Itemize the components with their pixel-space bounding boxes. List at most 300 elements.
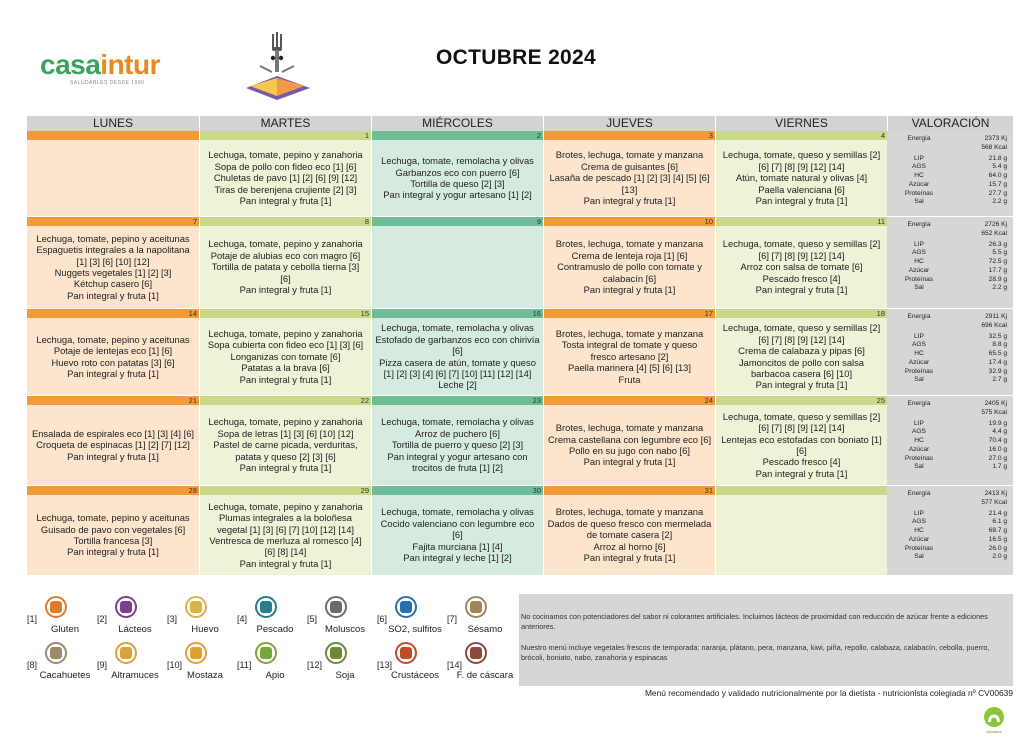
salt-row — [899, 198, 1007, 207]
menu-item: Pescado fresco [4] — [762, 272, 841, 284]
day-menu — [544, 495, 715, 575]
menu-item: Pan integral y leche [1] [2] — [403, 552, 512, 564]
allergen-name: Lácteos — [118, 624, 152, 635]
day-cell-miercoles — [372, 486, 543, 575]
ags-row-value: 5.4 g — [992, 163, 1007, 171]
allergen-name: Pescado — [256, 624, 294, 635]
allergen-name: F. de cáscara — [456, 670, 514, 681]
day-cell-jueves — [544, 217, 715, 308]
day-cell-martes — [200, 396, 371, 485]
allergen-name: Moluscos — [324, 624, 366, 635]
menu-item: Tortilla de queso [2] [3] — [410, 178, 505, 189]
menu-item: patata y queso [2] [3] [6] — [235, 450, 336, 462]
menu-item: de tomate casera [2] — [586, 529, 673, 541]
menu-item: Arroz al horno [6] — [593, 540, 666, 552]
menu-item: Jamoncitos de pollo con salsa — [738, 356, 865, 368]
sulphite-icon — [395, 596, 417, 618]
sesame-icon — [465, 596, 487, 618]
allergen-name: Cacahuetes — [39, 670, 91, 681]
menu-item: [6] [8] [14] — [264, 546, 307, 558]
day-menu — [27, 226, 199, 308]
hc-row-value: 64.0 g — [988, 172, 1007, 180]
day-cell-miercoles — [372, 309, 543, 395]
menu-item: Lechuga, tomate, remolacha y olivas — [381, 506, 534, 518]
page-title: OCTUBRE 2024 — [436, 46, 596, 69]
energy-row-label: Energía — [907, 135, 931, 142]
protein-row — [899, 545, 1007, 554]
menu-item: Pan integral y yogur artesano con — [387, 450, 528, 462]
day-cell-viernes — [716, 486, 887, 575]
menu-item: Tosta integral de tomate y queso — [561, 339, 698, 351]
menu-item: Croqueta de espinacas [1] [2] [7] [12] — [36, 439, 190, 451]
menu-item: Patatas a la brava [6] — [241, 362, 330, 374]
menu-item: Lechuga, tomate, queso y semillas [2] — [722, 149, 881, 161]
salt-row-label: Sal — [914, 553, 924, 561]
ags-row-value: 4.4 g — [992, 428, 1007, 436]
ags-row-label: AGS — [912, 518, 926, 526]
energy-kcal-value: 575 Kcal — [981, 408, 1007, 416]
day-number: 21 — [27, 396, 199, 405]
hc-row-label: HC — [914, 437, 924, 445]
nutrition-panel — [887, 309, 1013, 395]
menu-item: barbacoa casera [6] [10] — [750, 367, 853, 379]
menu-item: Leche [2] — [438, 379, 477, 391]
sugar-row-value: 15.7 g — [988, 180, 1007, 188]
menu-item: Lechuga, tomate, pepino y zanahoria — [208, 500, 363, 512]
sugar-row-value: 17.7 g — [988, 266, 1007, 274]
day-menu — [544, 405, 715, 485]
wheat-icon — [45, 596, 67, 618]
lip-row-value: 32.5 g — [988, 332, 1007, 340]
day-menu — [200, 405, 371, 485]
logo-tagline: SALUDABLES DESDE 1990 — [70, 80, 145, 86]
day-menu — [716, 140, 887, 216]
sugar-row-value: 17.4 g — [988, 358, 1007, 366]
menu-item: Chuletas de pavo [1] [2] [6] [9] [12] — [213, 172, 358, 184]
nutrition-panel — [887, 217, 1013, 308]
menu-item: Lechuga, tomate, pepino y aceitunas — [36, 232, 190, 244]
lip-row-label: LIP — [914, 419, 924, 427]
menu-item: Lechuga, tomate, queso y semillas [2] — [722, 238, 881, 250]
soy-icon — [325, 642, 347, 664]
menu-item: Contramuslo de pollo con tomate y — [557, 261, 702, 273]
menu-item: Lechuga, tomate, pepino y zanahoria — [208, 238, 363, 250]
nutrition-panel — [887, 396, 1013, 485]
menu-item: Estofado de garbanzos eco con chirivía — [375, 333, 540, 345]
note-additives: No cocinamos con potenciadores del sabor ni colorantes artificiales. Incluimos lácteos de proximidad con reducción de azúcar frente a ediciones anteriores. — [521, 612, 988, 631]
energy-row — [899, 490, 1007, 499]
menu-item: Pescado fresco [4] — [762, 456, 841, 468]
day-number: 30 — [372, 486, 543, 495]
hc-row — [899, 172, 1007, 181]
salt-row-value: 2.7 g — [992, 376, 1007, 384]
menu-item: Espaguetis integrales a la napolitana — [36, 244, 190, 256]
menu-item: Arroz de puchero [6] — [415, 427, 500, 439]
allergen-number: [14] — [447, 660, 463, 670]
ags-row — [899, 163, 1007, 172]
menu-item: Lasaña de pescado [1] [2] [3] [4] [5] [6] — [549, 172, 710, 184]
menu-item: [6] — [452, 345, 463, 357]
lip-row-value: 26.3 g — [988, 240, 1007, 248]
dietitian-footer: Menú recomendado y validado nutricionalmente por la dietista - nutricionista colegiada nº CV00639 — [644, 688, 1013, 698]
menu-item: Pan integral y fruta [1] — [583, 456, 676, 468]
ags-row-value: 8.8 g — [992, 341, 1007, 349]
menu-item: Lechuga, tomate, pepino y aceitunas — [36, 512, 190, 524]
day-menu — [372, 405, 543, 485]
day-menu — [372, 140, 543, 216]
allergen-number: [12] — [307, 660, 323, 670]
allergen-number: [2] — [97, 614, 108, 624]
day-number: 18 — [716, 309, 887, 318]
column-header-martes: MARTES — [200, 116, 371, 131]
day-cell-martes — [200, 217, 371, 308]
energy-row-label: Energía — [907, 400, 931, 407]
day-menu — [716, 495, 887, 575]
sugar-row-value: 16.5 g — [988, 535, 1007, 543]
day-cell-viernes — [716, 396, 887, 485]
day-cell-jueves — [544, 131, 715, 216]
allergen-number: [13] — [377, 660, 393, 670]
lip-row — [899, 241, 1007, 250]
salt-row-label: Sal — [914, 198, 924, 206]
day-menu — [716, 226, 887, 308]
energy-row — [899, 313, 1007, 322]
lupin-icon — [115, 642, 137, 664]
menu-item: Pan integral y fruta [1] — [755, 467, 848, 479]
menu-item: Brotes, lechuga, tomate y manzana — [555, 422, 704, 434]
day-number: 11 — [716, 217, 887, 226]
day-cell-miercoles — [372, 217, 543, 308]
protein-row-label: Proteínas — [904, 275, 934, 283]
allergen-number: [7] — [447, 614, 458, 624]
hc-row-label: HC — [914, 350, 924, 358]
column-header-miercoles: MIÉRCOLES — [372, 116, 543, 131]
menu-item: Tortilla de puerro y queso [2] [3] — [391, 439, 524, 451]
logo-casa-text: casa — [40, 49, 101, 80]
lip-row-label: LIP — [914, 154, 924, 162]
day-menu — [27, 405, 199, 485]
salt-row — [899, 553, 1007, 562]
menu-item: Crema castellana con legumbre eco [6] — [547, 433, 712, 445]
allergen-item — [167, 594, 235, 638]
protein-row — [899, 368, 1007, 377]
day-number: 7 — [27, 217, 199, 226]
sugar-row-label: Azúcar — [908, 358, 930, 366]
protein-row-value: 27.7 g — [988, 189, 1007, 197]
menu-item: Potaje de lentejas eco [1] [6] — [53, 345, 173, 357]
salt-row-value: 1.7 g — [992, 463, 1007, 471]
menu-item: Pan integral y fruta [1] — [67, 367, 159, 379]
day-cell-lunes — [27, 131, 199, 216]
day-menu — [27, 318, 199, 395]
menu-item: Fruta — [618, 373, 641, 385]
menu-item: Pan integral y fruta [1] — [755, 195, 848, 207]
hc-row-label: HC — [914, 258, 924, 266]
menu-item: Lechuga, tomate, queso y semillas [2] — [722, 322, 881, 334]
day-number — [27, 131, 199, 140]
sugar-row — [899, 359, 1007, 368]
energy-row — [899, 400, 1007, 409]
hc-row-value: 72.5 g — [988, 258, 1007, 266]
day-menu — [544, 318, 715, 395]
hc-row-value: 65.5 g — [988, 350, 1007, 358]
menu-item: Lechuga, tomate, pepino y zanahoria — [208, 416, 363, 428]
energy-row-value: 2373 Kj — [984, 135, 1007, 142]
energy-kcal-value: 577 Kcal — [981, 498, 1007, 506]
allergen-item — [377, 640, 445, 684]
allergen-item — [307, 594, 375, 638]
salt-row — [899, 284, 1007, 293]
allergen-number: [6] — [377, 614, 388, 624]
energy-row-label: Energía — [907, 221, 931, 228]
menu-item: Brotes, lechuga, tomate y manzana — [555, 506, 704, 518]
ags-row-label: AGS — [912, 341, 926, 349]
day-cell-viernes — [716, 217, 887, 308]
day-menu — [200, 226, 371, 308]
energy-row-label: Energía — [907, 490, 931, 497]
protein-row — [899, 455, 1007, 464]
salt-row-value: 2.2 g — [992, 198, 1007, 206]
notes-box — [519, 594, 1013, 686]
day-cell-jueves — [544, 309, 715, 395]
ags-row — [899, 249, 1007, 258]
hc-row — [899, 258, 1007, 267]
day-cell-viernes — [716, 131, 887, 216]
energy-kcal-value: 568 Kcal — [981, 143, 1007, 151]
menu-item: [13] — [621, 183, 638, 195]
menu-item: Dados de queso fresco con mermelada — [547, 517, 712, 529]
week-row — [27, 131, 1013, 216]
ags-row-value: 6.1 g — [992, 518, 1007, 526]
menu-item: Brotes, lechuga, tomate y manzana — [555, 327, 704, 339]
menu-item: Lechuga, tomate, remolacha y olivas — [381, 322, 534, 334]
day-number: 3 — [544, 131, 715, 140]
lip-row — [899, 155, 1007, 164]
allergen-item — [167, 640, 235, 684]
fish-icon — [255, 596, 277, 618]
menu-item: Nuggets vegetales [1] [2] [3] — [54, 267, 172, 278]
day-cell-lunes — [27, 396, 199, 485]
menu-item: fresco artesano [2] — [590, 350, 669, 362]
day-cell-miercoles — [372, 396, 543, 485]
protein-row-label: Proteínas — [904, 454, 934, 462]
day-number: 2 — [372, 131, 543, 140]
week-row — [27, 486, 1013, 575]
allergen-legend — [27, 594, 517, 688]
menu-item: Tortilla francesa [3] — [73, 535, 153, 546]
day-number: 31 — [544, 486, 715, 495]
allergen-number: [3] — [167, 614, 178, 624]
menu-item: Lechuga, tomate, remolacha y olivas — [381, 416, 534, 428]
sugar-row — [899, 267, 1007, 276]
menu-item: Sopa de pollo con fideo eco [1] [6] — [214, 160, 357, 172]
ags-row — [899, 341, 1007, 350]
allergen-number: [5] — [307, 614, 318, 624]
crustacean-icon — [395, 642, 417, 664]
day-menu — [372, 226, 543, 308]
energy-row-value: 2911 Kj — [985, 313, 1007, 320]
menu-item: [6] — [796, 445, 807, 456]
peanut-icon — [45, 642, 67, 664]
menu-item: Sopa cubierta con fideo eco [1] [3] [6] — [207, 339, 364, 351]
sugar-row — [899, 536, 1007, 545]
energy-row-value: 2405 Kj — [984, 400, 1007, 407]
allergen-name: Sésamo — [467, 624, 503, 635]
menu-item: calabacín [6] — [602, 272, 657, 284]
allergen-item — [237, 594, 305, 638]
menu-item: Pan integral y fruta [1] — [67, 546, 159, 558]
logo-intur-text: intur — [100, 49, 161, 80]
menu-item: [6] [7] [8] [9] [12] [14] — [758, 422, 845, 434]
allergen-item — [27, 640, 95, 684]
menu-item: Atún, tomate natural y olivas [4] — [735, 172, 868, 184]
menu-item: Potaje de alubias eco con magro [6] — [210, 249, 361, 261]
sugar-row — [899, 446, 1007, 455]
casaintur-logo — [40, 50, 180, 86]
allergen-number: [9] — [97, 660, 108, 670]
protein-row-value: 27.0 g — [988, 454, 1007, 462]
protein-row-value: 28.9 g — [988, 275, 1007, 283]
lip-row-value: 19.9 g — [988, 419, 1007, 427]
protein-row-label: Proteínas — [904, 544, 934, 552]
day-number: 23 — [372, 396, 543, 405]
ags-row — [899, 518, 1007, 527]
menu-item: [1] [2] [3] [4] [6] [7] [10] [11] [12] [14] — [383, 367, 532, 379]
allergen-name: Huevo — [191, 624, 219, 635]
menu-item: Tortilla de patata y cebolla tierna [3] — [211, 261, 360, 273]
menu-item: Pan integral y fruta [1] — [583, 284, 676, 296]
menu-item: Pan integral y fruta [1] — [239, 557, 332, 569]
energy-row-value: 2726 Kj — [984, 221, 1007, 228]
day-cell-martes — [200, 131, 371, 216]
alcuintur-logo-icon — [980, 706, 1008, 734]
salt-row-label: Sal — [914, 284, 924, 292]
day-menu — [716, 318, 887, 395]
nutrition-panel — [887, 486, 1013, 575]
menu-item: Plumas integrales a la boloñesa — [219, 512, 352, 524]
egg-icon — [185, 596, 207, 618]
menu-item: Kétchup casero [6] — [73, 278, 153, 290]
day-number: 16 — [372, 309, 543, 318]
day-cell-jueves — [544, 486, 715, 575]
menu-item: Lechuga, tomate, remolacha y olivas — [381, 155, 534, 167]
energy-row-value: 2413 Kj — [984, 490, 1007, 497]
lip-row-value: 21.8 g — [988, 154, 1007, 162]
day-cell-viernes — [716, 309, 887, 395]
mustard-icon — [185, 642, 207, 664]
menu-item: Ensalada de espirales eco [1] [3] [4] [6] — [31, 427, 195, 439]
day-cell-miercoles — [372, 131, 543, 216]
day-number: 1 — [200, 131, 371, 140]
menu-item: Crema de lenteja roja [1] [6] — [571, 249, 688, 261]
allergen-item — [377, 594, 445, 638]
celery-icon — [255, 642, 277, 664]
lip-row-label: LIP — [914, 332, 924, 340]
energy-row — [899, 135, 1007, 144]
day-menu — [544, 140, 715, 216]
milk-icon — [115, 596, 137, 618]
day-cell-martes — [200, 309, 371, 395]
sugar-row-value: 16.0 g — [988, 445, 1007, 453]
allergen-item — [97, 640, 165, 684]
menu-item: Brotes, lechuga, tomate y manzana — [555, 238, 704, 250]
menu-item: Garbanzos eco con puerro [6] — [395, 166, 520, 178]
menu-item: Lechuga, tomate, pepino y aceitunas — [36, 333, 190, 345]
lip-row — [899, 333, 1007, 342]
column-header-valoracion: VALORACIÓN — [888, 116, 1013, 131]
protein-row-value: 32.9 g — [988, 367, 1007, 375]
menu-item: Pastel de carne picada, verduritas, — [213, 439, 358, 451]
menu-item: Pan integral y fruta [1] — [239, 373, 332, 385]
day-number: 15 — [200, 309, 371, 318]
menu-item: Pan integral y yogur artesano [1] [2] — [383, 189, 532, 201]
sugar-row-label: Azúcar — [908, 266, 930, 274]
lip-row — [899, 420, 1007, 429]
allergen-number: [11] — [237, 660, 252, 670]
menu-item: Brotes, lechuga, tomate y manzana — [555, 149, 704, 161]
lip-row-label: LIP — [914, 240, 924, 248]
menu-item: Pizza casera de atún, tomate y queso — [379, 356, 536, 368]
nutrition-panel — [887, 131, 1013, 216]
protein-row-label: Proteínas — [904, 367, 934, 375]
column-header-lunes: LUNES — [27, 116, 199, 131]
menu-item: Pan integral y fruta [1] — [755, 284, 848, 296]
day-cell-lunes — [27, 217, 199, 308]
allergen-number: [8] — [27, 660, 38, 670]
energy-row — [899, 221, 1007, 230]
menu-item: Lechuga, tomate, pepino y zanahoria — [208, 149, 363, 161]
menu-item: [6] [7] [8] [9] [12] [14] — [758, 333, 845, 345]
hc-row-value: 68.7 g — [988, 527, 1007, 535]
allergen-item — [307, 640, 375, 684]
menu-item: Crema de calabaza y pipas [6] — [738, 345, 865, 357]
day-number: 25 — [716, 396, 887, 405]
menu-item: Cocido valenciano con legumbre eco — [380, 517, 535, 529]
nut-icon — [465, 642, 487, 664]
mollusc-icon — [325, 596, 347, 618]
allergen-number: [10] — [167, 660, 183, 670]
salt-row-value: 2.0 g — [992, 553, 1007, 561]
menu-item: Lechuga, tomate, queso y semillas [2] — [722, 410, 881, 422]
day-number: 8 — [200, 217, 371, 226]
brand-logo-text: Alcuintur — [986, 729, 1002, 734]
ags-row-label: AGS — [912, 249, 926, 257]
menu-item: Tiras de berenjena crujiente [2] [3] — [214, 183, 357, 195]
day-number: 24 — [544, 396, 715, 405]
hc-row-label: HC — [914, 172, 924, 180]
menu-item: Ventresca de merluza al romesco [4] — [209, 535, 362, 546]
menu-item: Lentejas eco estofadas con boniato [1] — [721, 433, 882, 445]
menu-item: Pan integral y fruta [1] — [67, 450, 159, 462]
menu-item: [6] — [280, 272, 291, 284]
menu-item: Pollo en su jugo con nabo [6] — [569, 445, 690, 456]
energy-kcal-value: 652 Kcal — [981, 229, 1007, 237]
menu-item: Paella valenciana [6] — [758, 183, 845, 195]
hc-row-value: 70.4 g — [988, 437, 1007, 445]
allergen-item — [447, 640, 515, 684]
salt-row — [899, 376, 1007, 385]
allergen-item — [97, 594, 165, 638]
day-cell-lunes — [27, 486, 199, 575]
week-row — [27, 396, 1013, 485]
lip-row-label: LIP — [914, 509, 924, 517]
allergen-item — [27, 594, 95, 638]
allergen-name: SO2, sulfitos — [388, 624, 442, 635]
lip-row — [899, 510, 1007, 519]
day-number: 10 — [544, 217, 715, 226]
day-number: 22 — [200, 396, 371, 405]
day-number: 14 — [27, 309, 199, 318]
